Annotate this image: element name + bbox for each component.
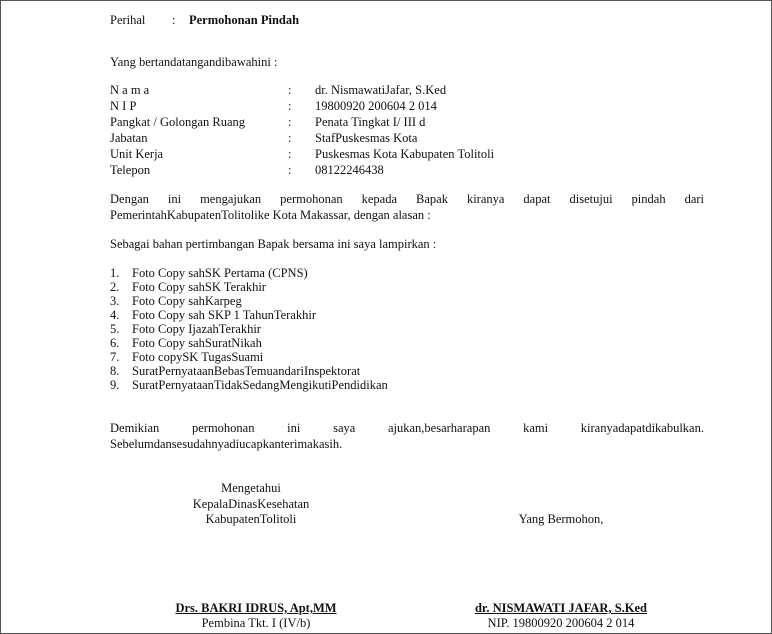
list-item-number: 3. bbox=[110, 294, 120, 308]
list-item bbox=[1, 308, 771, 322]
identity-row bbox=[1, 115, 771, 129]
closing-paragraph-line2: Sebelumdansesudahnyadiucapkanterimakasih. bbox=[110, 437, 343, 451]
request-paragraph-line1: Dengan ini mengajukan permohonan kepada Bapak kiranya dapat disetujui pindah dari bbox=[110, 192, 704, 206]
list-item-number: 4. bbox=[110, 308, 120, 322]
list-item-number: 2. bbox=[110, 280, 120, 294]
list-item-text: Foto Copy sahSK Pertama (CPNS) bbox=[132, 266, 308, 280]
left-signature-heading-3: KabupatenTolitoli bbox=[205, 512, 297, 526]
right-signatory-nip: NIP. 19800920 200604 2 014 bbox=[487, 616, 635, 630]
list-item-text: Foto Copy sahSuratNikah bbox=[132, 336, 262, 350]
closing-paragraph-line1: Demikian permohonan ini saya ajukan,besarharapan kami kiranyadapatdikabulkan. bbox=[110, 421, 704, 435]
identity-row bbox=[1, 99, 771, 113]
list-item bbox=[1, 322, 771, 336]
identity-value: 19800920 200604 2 014 bbox=[315, 99, 437, 113]
subject-value: Permohonan Pindah bbox=[189, 13, 300, 27]
identity-value: Penata Tingkat I/ III d bbox=[315, 115, 426, 129]
subject-colon: : bbox=[172, 13, 176, 27]
list-item-number: 5. bbox=[110, 322, 120, 336]
list-item-number: 9. bbox=[110, 378, 120, 392]
list-item bbox=[1, 378, 771, 392]
left-signature-heading-1: Mengetahui bbox=[221, 481, 281, 495]
request-paragraph-line2: PemerintahKabupatenTolitolike Kota Makassar, dengan alasan : bbox=[110, 208, 431, 222]
list-item bbox=[1, 364, 771, 378]
identity-label: Unit Kerja bbox=[110, 147, 164, 161]
identity-label: Telepon bbox=[110, 163, 151, 177]
identity-value: StafPuskesmas Kota bbox=[315, 131, 418, 145]
identity-row bbox=[1, 163, 771, 177]
identity-row bbox=[1, 147, 771, 161]
attachments-intro: Sebagai bahan pertimbangan Bapak bersama ini saya lampirkan : bbox=[110, 237, 437, 251]
identity-colon: : bbox=[288, 147, 292, 161]
identity-value: Puskesmas Kota Kabupaten Tolitoli bbox=[315, 147, 495, 161]
left-signature-heading-2: KepalaDinasKesehatan bbox=[192, 497, 310, 511]
identity-label: Pangkat / Golongan Ruang bbox=[110, 115, 246, 129]
list-item-text: Foto Copy sah SKP 1 TahunTerakhir bbox=[132, 308, 317, 322]
identity-row bbox=[1, 131, 771, 145]
identity-value: 08122246438 bbox=[315, 163, 384, 177]
identity-colon: : bbox=[288, 83, 292, 97]
list-item-number: 7. bbox=[110, 350, 120, 364]
identity-label: N a m a bbox=[110, 83, 150, 97]
list-item-text: SuratPernyataanTidakSedangMengikutiPendidikan bbox=[132, 378, 388, 392]
list-item-text: Foto copySK TugasSuami bbox=[132, 350, 264, 364]
intro-text: Yang bertandatangandibawahini : bbox=[110, 55, 278, 69]
identity-label: N I P bbox=[110, 99, 137, 113]
list-item bbox=[1, 350, 771, 364]
list-item bbox=[1, 336, 771, 350]
identity-colon: : bbox=[288, 163, 292, 177]
right-signatory-name: dr. NISMAWATI JAFAR, S.Ked bbox=[474, 601, 647, 615]
list-item-number: 8. bbox=[110, 364, 120, 378]
list-item-number: 6. bbox=[110, 336, 120, 350]
left-signatory-rank: Pembina Tkt. I (IV/b) bbox=[201, 616, 311, 630]
list-item bbox=[1, 294, 771, 308]
list-item bbox=[1, 280, 771, 294]
list-item-number: 1. bbox=[110, 266, 120, 280]
identity-label: Jabatan bbox=[110, 131, 148, 145]
list-item-text: Foto Copy sahSK Terakhir bbox=[132, 280, 266, 294]
identity-colon: : bbox=[288, 99, 292, 113]
list-item-text: SuratPernyataanBebasTemuandariInspektorat bbox=[132, 364, 361, 378]
list-item-text: Foto Copy sahKarpeg bbox=[132, 294, 242, 308]
right-signature-heading: Yang Bermohon, bbox=[518, 512, 604, 526]
identity-colon: : bbox=[288, 115, 292, 129]
list-item-text: Foto Copy IjazahTerakhir bbox=[132, 322, 261, 336]
identity-value: dr. NismawatiJafar, S.Ked bbox=[315, 83, 447, 97]
subject-label: Perihal bbox=[110, 13, 146, 27]
identity-colon: : bbox=[288, 131, 292, 145]
identity-row bbox=[1, 83, 771, 97]
left-signatory-name: Drs. BAKRI IDRUS, Apt,MM bbox=[175, 601, 337, 615]
list-item bbox=[1, 266, 771, 280]
